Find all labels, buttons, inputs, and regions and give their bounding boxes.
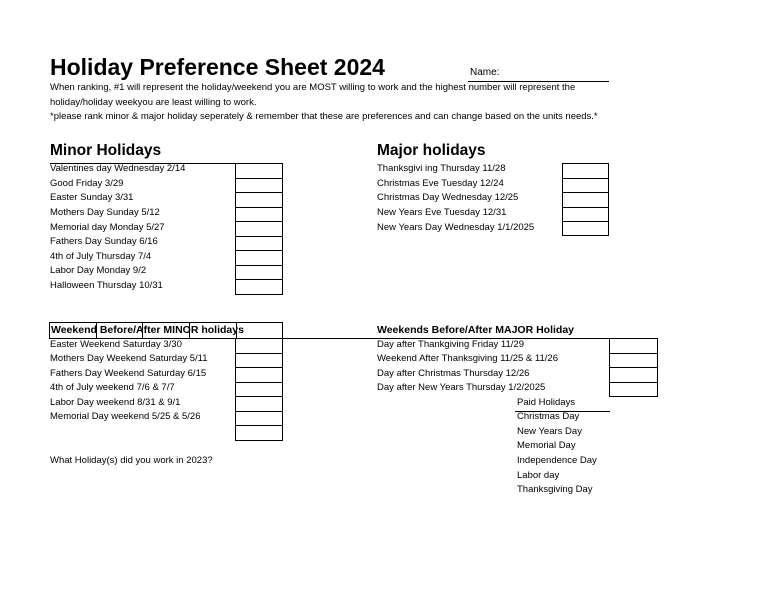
rank-box[interactable] [235,236,283,251]
rank-box[interactable] [609,353,658,368]
list-item: Memorial Day [517,440,576,451]
list-item: Christmas Day [517,411,580,422]
instruction-note: *please rank minor & major holiday seperately & remember that these are preferences and can change based on the units needs.* [50,111,598,122]
rank-box[interactable] [235,207,283,222]
list-item: Mothers Day Sunday 5/12 [50,207,160,218]
minor-holidays-heading: Minor Holidays [50,142,162,159]
list-item: Fathers Day Sunday 6/16 [50,236,158,247]
instruction-line-2: holiday/holiday weekyou are least willing to work. [50,97,257,108]
list-item: Independence Day [517,455,597,466]
list-item: Labor day [517,470,560,481]
rank-box[interactable] [562,207,609,222]
rank-box[interactable] [235,425,283,441]
worked-holidays-question: What Holiday(s) did you work in 2023? [50,455,213,466]
rank-box[interactable] [235,265,283,280]
rank-box[interactable] [562,178,609,193]
rank-box[interactable] [235,338,283,354]
rank-box[interactable] [235,353,283,368]
list-item: Memorial Day weekend 5/25 & 5/26 [50,411,201,422]
rank-box[interactable] [235,192,283,208]
list-item: New Years Day [517,426,582,437]
list-item: Labor Day Monday 9/2 [50,265,147,276]
list-item: New Years Eve Tuesday 12/31 [377,207,507,218]
list-item: Halloween Thursday 10/31 [50,280,163,291]
page-title: Holiday Preference Sheet 2024 [50,54,385,80]
rank-box[interactable] [235,221,283,237]
list-item: Weekend After Thanksgiving 11/25 & 11/26 [377,353,558,364]
list-item: Easter Sunday 3/31 [50,192,134,203]
list-item: Day after New Years Thursday 1/2/2025 [377,382,546,393]
list-item: Day after Christmas Thursday 12/26 [377,368,530,379]
rank-box[interactable] [562,192,609,208]
rank-box[interactable] [609,382,658,397]
rank-box[interactable] [235,411,283,426]
rank-box[interactable] [562,163,609,179]
list-item: Thanksgiving Day [517,484,593,495]
list-item: New Years Day Wednesday 1/1/2025 [377,222,535,233]
rank-box[interactable] [562,221,609,236]
list-item: 4th of July Thursday 7/4 [50,251,152,262]
rank-box[interactable] [609,367,658,383]
paid-holidays-heading: Paid Holidays [517,397,576,408]
list-item: Mothers Day Weekend Saturday 5/11 [50,353,208,364]
rank-box[interactable] [235,279,283,295]
rank-box[interactable] [235,396,283,412]
instruction-line-1: When ranking, #1 will represent the holiday/weekend you are MOST willing to work and the highest number will represent the [50,82,576,93]
list-item: Valentines day Wednesday 2/14 [50,163,186,174]
name-label: Name: [470,67,500,78]
list-item: Good Friday 3/29 [50,178,124,189]
list-item: Fathers Day Weekend Saturday 6/15 [50,368,207,379]
rank-box[interactable] [235,382,283,397]
rank-box[interactable] [235,250,283,266]
rank-box[interactable] [235,178,283,193]
minor-weekends-heading: Weekend Before/After MINOR holidays [51,324,244,336]
major-weekends-heading: Weekends Before/After MAJOR Holiday [377,324,575,336]
list-item: Memorial day Monday 5/27 [50,222,165,233]
rank-box[interactable] [609,338,658,354]
list-item: Day after Thankgiving Friday 11/29 [377,339,524,350]
list-item: Thanksgivi ing Thursday 11/28 [377,163,506,174]
list-item: Christmas Eve Tuesday 12/24 [377,178,504,189]
list-item: Christmas Day Wednesday 12/25 [377,192,519,203]
list-item: Easter Weekend Saturday 3/30 [50,339,182,350]
list-item: 4th of July weekend 7/6 & 7/7 [50,382,175,393]
major-holidays-heading: Major holidays [377,142,486,159]
list-item: Labor Day weekend 8/31 & 9/1 [50,397,181,408]
rank-box[interactable] [235,163,283,179]
rank-box[interactable] [235,367,283,383]
